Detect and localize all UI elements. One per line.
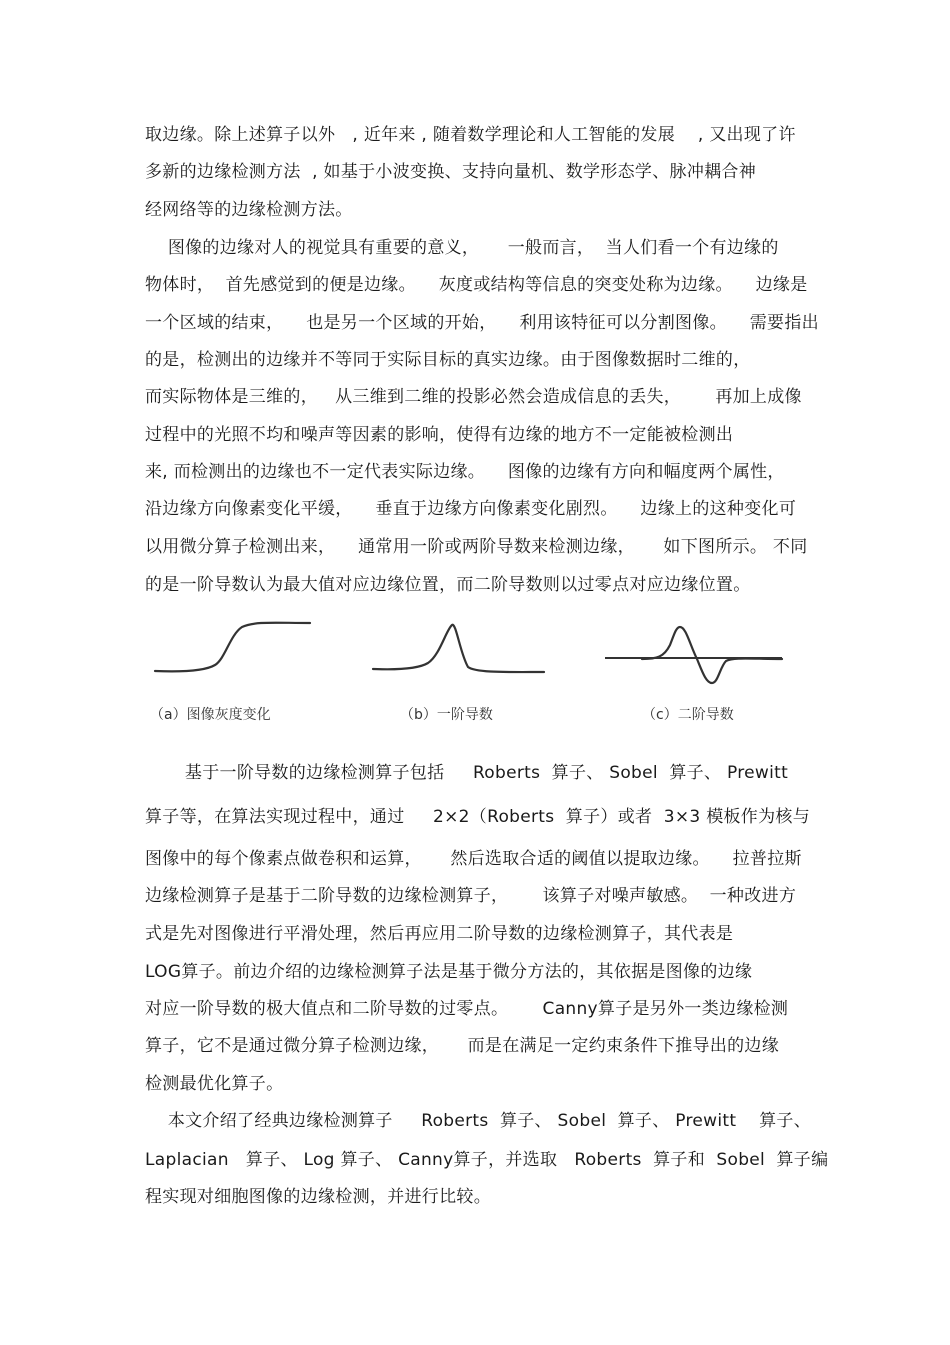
text-line: 边缘检测算子是基于二阶导数的边缘检测算子， 该算子对噪声敏感。 一种改进方 <box>145 886 797 906</box>
figure-intensity-step <box>150 615 320 680</box>
text-line: 沿边缘方向像素变化平缓， 垂直于边缘方向像素变化剧烈。 边缘上的这种变化可 <box>145 499 797 519</box>
text-line: 过程中的光照不均和噪声等因素的影响，使得有边缘的地方不一定能被检测出 <box>145 425 734 445</box>
text-line: 来, 而检测出的边缘也不一定代表实际边缘。 图像的边缘有方向和幅度两个属性， <box>145 462 785 482</box>
text-line: 的是，检测出的边缘并不等同于实际目标的真实边缘。由于图像数据时二维的， <box>145 350 751 370</box>
text-line: 以用微分算子检测出来， 通常用一阶或两阶导数来检测边缘， 如下图所示。 不同 <box>145 537 808 557</box>
text-line: 程实现对细胞图像的边缘检测，并进行比较。 <box>145 1187 491 1207</box>
text-line: 的是一阶导数认为最大值对应边缘位置，而二阶导数则以过零点对应边缘位置。 <box>145 575 751 595</box>
text-line: Laplacian 算子、 Log 算子、 Canny算子，并选取 Roberts 算子和 Sobel 算子编 <box>145 1150 829 1170</box>
figure-caption-c: （c）二阶导数 <box>642 707 734 723</box>
text-line: 对应一阶导数的极大值点和二阶导数的过零点。 Canny算子是另外一类边缘检测 <box>145 999 789 1019</box>
text-line: 而实际物体是三维的， 从三维到二维的投影必然会造成信息的丢失， 再加上成像 <box>145 387 802 407</box>
text-line: 基于一阶导数的边缘检测算子包括 Roberts 算子、 Sobel 算子、 Prewitt <box>145 763 789 783</box>
text-line: 算子等，在算法实现过程中，通过 2×2（Roberts 算子）或者 3×3 模板作为核与 <box>145 807 810 827</box>
text-line: 经网络等的边缘检测方法。 <box>145 200 353 220</box>
text-line: 图像的边缘对人的视觉具有重要的意义， 一般而言， 当人们看一个有边缘的 <box>145 238 779 258</box>
figure-caption-b: （b）一阶导数 <box>400 707 493 723</box>
text-line: LOG算子。前边介绍的边缘检测算子法是基于微分方法的，其依据是图像的边缘 <box>145 962 753 982</box>
text-line: 式是先对图像进行平滑处理，然后再应用二阶导数的边缘检测算子，其代表是 <box>145 924 734 944</box>
text-line: 算子，它不是通过微分算子检测边缘， 而是在满足一定约束条件下推导出的边缘 <box>145 1036 780 1056</box>
text-line: 取边缘。除上述算子以外 , 近年来 , 随着数学理论和人工智能的发展 , 又出现了许 <box>145 125 796 145</box>
figure-second-derivative <box>602 615 787 690</box>
text-line: 一个区域的结束， 也是另一个区域的开始， 利用该特征可以分割图像。 需要指出 <box>145 313 819 333</box>
text-line: 本文介绍了经典边缘检测算子 Roberts 算子、 Sobel 算子、 Prewitt 算子、 <box>145 1111 812 1131</box>
figure-first-derivative <box>368 615 548 680</box>
text-line: 物体时， 首先感觉到的便是边缘。 灰度或结构等信息的突变处称为边缘。 边缘是 <box>145 275 808 295</box>
text-line: 图像中的每个像素点做卷积和运算， 然后选取合适的阈值以提取边缘。 拉普拉斯 <box>145 849 802 869</box>
figure-caption-a: （a）图像灰度变化 <box>150 707 271 723</box>
text-line: 检测最优化算子。 <box>145 1074 284 1094</box>
text-line: 多新的边缘检测方法 , 如基于小波变换、支持向量机、数学形态学、脉冲耦合神 <box>145 162 757 182</box>
